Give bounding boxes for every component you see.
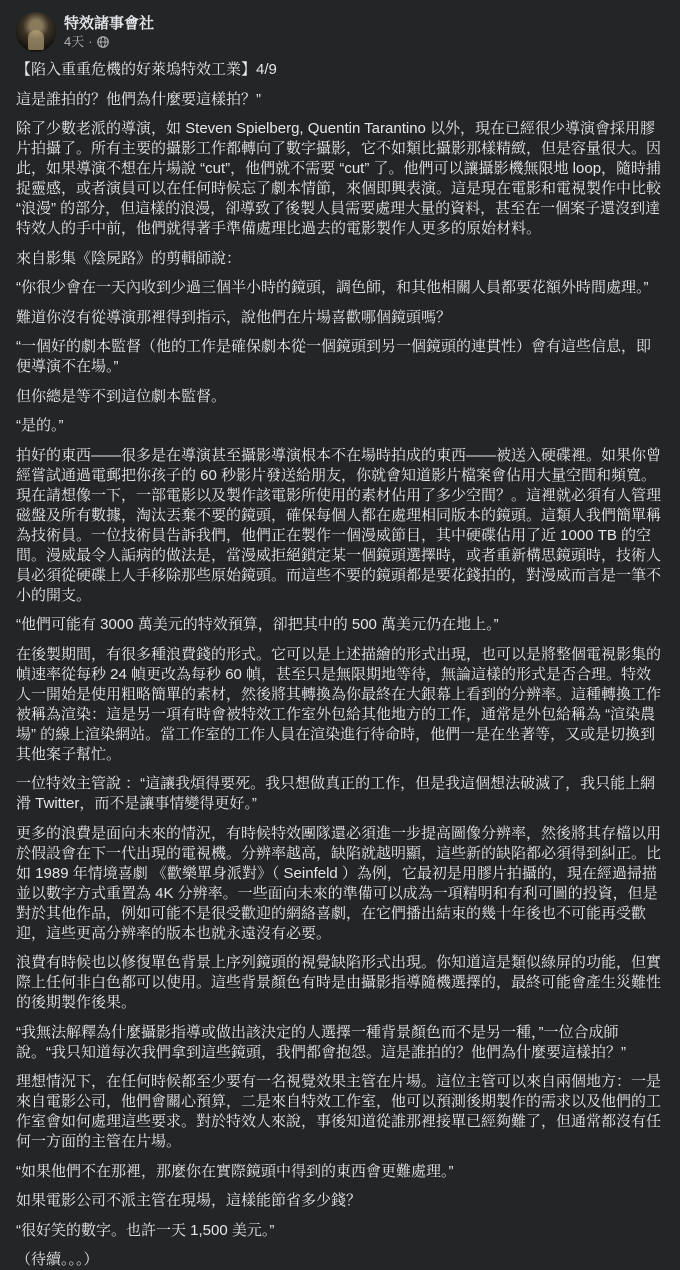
post-paragraph: 如果電影公司不派主管在現場，這樣能節省多少錢？ bbox=[16, 1192, 362, 1209]
post-paragraph: “很好笑的數字。也許一天 1,500 美元。” bbox=[16, 1221, 275, 1239]
post-timestamp[interactable]: 4天 bbox=[64, 33, 85, 49]
post-subtitle bbox=[64, 34, 154, 50]
page-name-link[interactable]: 特效諸事會社 bbox=[64, 14, 155, 32]
post-paragraph: 拍好的東西——很多是在導演甚至攝影導演根本不在場時拍成的東西——被送入硬碟裡。如果你曾經嘗試通過電郵把你孩子的 60 秒影片發送給朋友，你就會知道影片檔案會佔用大量空間和頻寬。現在請想像一下，一部電影以及製作該電影所使用的素材佔用了多少空間？。這裡就必須有人管理磁盤及所有數據，淘汰丟棄不要的鏡頭，確保每個人都在處理相同版本的鏡頭。這類人我們簡單稱為技術員。一位技術員告訴我們，他們正在製作一個漫威節目，其中硬碟佔用了近 1000 TB 的空間。漫威最令人詬病的做法是，當漫威拒絕鎖定某一個鏡頭選擇時，或者重新構思鏡頭時，技術人員必須從硬碟上人手移除那些原始鏡頭。而這些不要的鏡頭都是要花錢拍的，對漫威而言是一筆不小的開支。 bbox=[16, 446, 662, 604]
post-paragraph: 在後製期間，有很多種浪費錢的形式。它可以是上述描繪的形式出現，也可以是將整個電視影集的幀速率從每秒 24 幀更改為每秒 60 幀，甚至只是無限期地等待，無論這樣的形式是否合理。特效人一開始是使用粗略簡單的素材，然後將其轉換為你最終在大銀幕上看到的分辨率。這種轉換工作被稱為渲染：這是另一項有時會被特效工作室外包給其他地方的工作，通常是外包給稱為 “渲染農場” 的線上渲染網站。當工作室的工作人員在渲染進行待命時，他們一是在坐著等，又或是切換到其他案子幫忙。 bbox=[16, 645, 662, 763]
post-paragraph: 更多的浪費是面向未來的情況，有時候特效團隊還必須進一步提高圖像分辨率，然後將其存檔以用於假設會在下一代出現的電視機。分辨率越高，缺陷就越明顯，這些新的缺陷都必須得到糾正。比如 1989 年情境喜劇 《歡樂單身派對》（ Seinfeld ）為例，它最初是用膠片拍攝的，現在經過掃描並以數字方式重置為 4K 分辨率。一些面向未來的準備可以成為一項精明和有利可圖的投資，但是對於其他作品，例如可能不是很受歡迎的網絡喜劇，在它們播出結束的幾十年後也不可能再受歡迎，這些更高分辨率的版本也就永遠沒有必要。 bbox=[16, 824, 662, 942]
post-header bbox=[16, 0, 664, 56]
post-paragraph: 理想情況下，在任何時候都至少要有一名視覺效果主管在片場。這位主管可以來自兩個地方：一是來自電影公司，他們會關心預算，二是來自特效工作室，他可以預測後期製作的需求以及他們的工作室會如何處理這些要求。對於特效人來說，事後知道從誰那裡接單已經夠難了，但通常都沒有任何一方面的主管在片場。 bbox=[16, 1073, 662, 1150]
post-paragraph: 難道你沒有從導演那裡得到指示，說他們在片場喜歡哪個鏡頭嗎？ bbox=[16, 308, 452, 326]
post-body bbox=[16, 60, 664, 1270]
globe-icon[interactable] bbox=[97, 36, 109, 48]
post-paragraph: 除了少數老派的導演，如 Steven Spielberg, Quentin Tarantino 以外，現在已經很少導演會採用膠片拍攝了。所有主要的攝影工作都轉向了數字攝影，它不如類比攝影那樣精緻，但是容量很大。因此，如果導演不想在片場說 “cut”，他們就不需要 “cut” 了。他們可以讓攝影機無限地 loop，隨時捕捉靈感，或者演員可以在任何時候忘了劇本情節，來個即興表演。這是現在電影和電視製作中比較 “浪漫” 的部分，但這樣的浪漫，卻導致了後製人員需要處理大量的資料，甚至在一個案子還沒到達特效人的手中前，他們就得著手準備處理比過去的電影製作人更多的原始材料。 bbox=[16, 120, 662, 237]
post-paragraph: 來自影集《陰屍路》的剪輯師說： bbox=[16, 249, 242, 267]
page-avatar[interactable] bbox=[16, 12, 56, 52]
post-paragraph: 一位特效主管說 ：“這讓我煩得要死。我只想做真正的工作，但是我這個想法破滅了，我只能上網滑 Twitter，而不是讓事情變得更好。” bbox=[16, 775, 656, 812]
post-paragraph: “是的。” bbox=[16, 417, 64, 434]
separator-dot: · bbox=[88, 33, 93, 49]
post-paragraph: “我無法解釋為什麼攝影指導或做出該決定的人選擇一種背景顏色而不是另一種，”一位合成師說。“我只知道每次我們拿到這些鏡頭，我們都會抱怨。這是誰拍的？他們為什麼要這樣拍？” bbox=[16, 1023, 626, 1061]
post-paragraph: 這是誰拍的？他們為什麼要這樣拍？” bbox=[16, 90, 261, 108]
post-paragraph: “你很少會在一天內收到少過三個半小時的鏡頭，調色師，和其他相關人員都要花額外時間處理。” bbox=[16, 279, 649, 296]
post-paragraph: 但你總是等不到這位劇本監督。 bbox=[16, 387, 227, 405]
post-paragraph: “一個好的劇本監督（他的工作是確保劇本從一個鏡頭到另一個鏡頭的連貫性）會有這些信息，即便導演不在場。” bbox=[16, 338, 651, 375]
post-paragraph: 浪費有時候也以修復單色背景上序列鏡頭的視覺缺陷形式出現。你知道這是類似綠屏的功能，但實際上任何非白色都可以使用。這些背景顏色有時是由攝影指導隨機選擇的，最終可能會產生災難性的後期製作後果。 bbox=[16, 954, 662, 1011]
post-paragraph: “如果他們不在那裡，那麼你在實際鏡頭中得到的東西會更難處理。” bbox=[16, 1162, 454, 1180]
post-paragraph: （待續。。。） bbox=[16, 1251, 99, 1268]
post-paragraph: “他們可能有 3000 萬美元的特效預算，卻把其中的 500 萬美元仍在地上。” bbox=[16, 616, 499, 633]
post-meta bbox=[64, 15, 154, 50]
post-title: 【陷入重重危機的好萊塢特效工業】4/9 bbox=[16, 61, 277, 78]
